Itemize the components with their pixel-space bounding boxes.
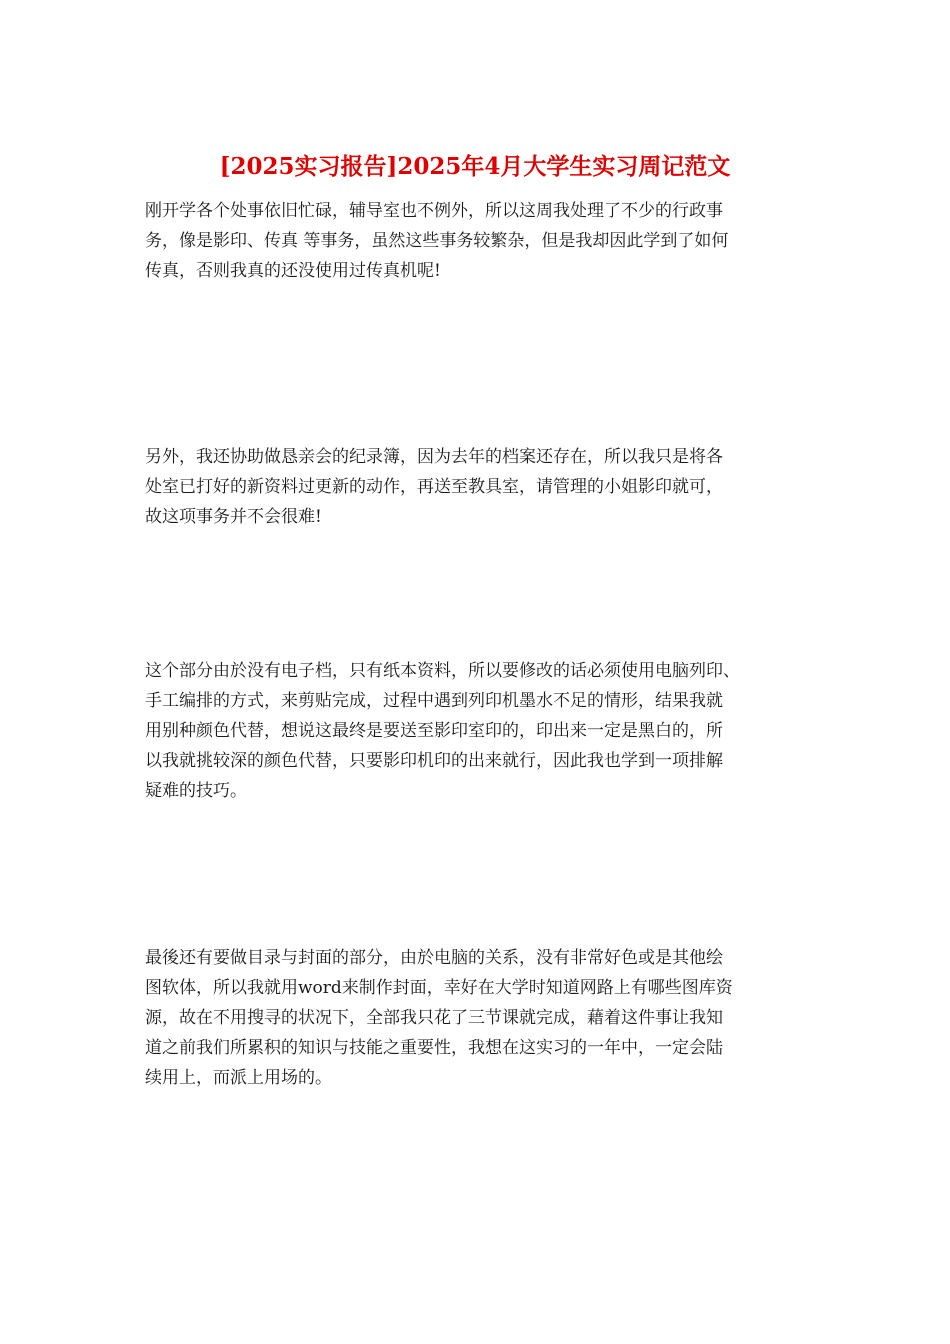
paragraph-line: 图软体，所以我就用word来制作封面，幸好在大学时知道网路上有哪些图库资 xyxy=(145,978,733,998)
paragraph-line: 传真，否则我真的还没使用过传真机呢! xyxy=(145,261,441,281)
paragraph-line: 道之前我们所累积的知识与技能之重要性，我想在这实习的一年中，一定会陆 xyxy=(145,1038,723,1058)
paragraph-line: 手工编排的方式，来剪贴完成，过程中遇到列印机墨水不足的情形，结果我就 xyxy=(145,691,723,711)
paragraph-4 xyxy=(145,943,815,1093)
paragraph-line: 疑难的技巧。 xyxy=(145,781,247,801)
paragraph-line: 故这项事务并不会很难! xyxy=(145,507,322,527)
paragraph-2 xyxy=(145,442,815,532)
paragraph-line: 以我就挑较深的颜色代替，只要影印机印的出来就行，因此我也学到一项排解 xyxy=(145,751,723,771)
paragraph-line: 最後还有要做目录与封面的部分，由於电脑的关系，没有非常好色或是其他绘 xyxy=(145,948,723,968)
paragraph-line: 处室已打好的新资料过更新的动作，再送至教具室，请管理的小姐影印就可， xyxy=(145,477,723,497)
paragraph-line: 刚开学各个处事依旧忙碌，辅导室也不例外，所以这周我处理了不少的行政事 xyxy=(145,201,723,221)
paragraph-line: 源，故在不用搜寻的状况下，全部我只花了三节课就完成，藉着这件事让我知 xyxy=(145,1008,723,1028)
paragraph-1 xyxy=(145,196,815,286)
paragraph-line: 务，像是影印、传真 等事务，虽然这些事务较繁杂，但是我却因此学到了如何 xyxy=(145,231,729,251)
document-title: [2025实习报告]2025年4月大学生实习周记范文 xyxy=(219,153,731,180)
paragraph-line: 这个部分由於没有电子档，只有纸本资料，所以要修改的话必须使用电脑列印、 xyxy=(145,661,740,681)
paragraph-3 xyxy=(145,656,815,806)
paragraph-line: 续用上，而派上用场的。 xyxy=(145,1068,332,1088)
paragraph-line: 用别种颜色代替，想说这最终是要送至影印室印的，印出来一定是黑白的，所 xyxy=(145,721,723,741)
paragraph-line: 另外，我还协助做恳亲会的纪录簿，因为去年的档案还存在，所以我只是将各 xyxy=(145,447,723,467)
